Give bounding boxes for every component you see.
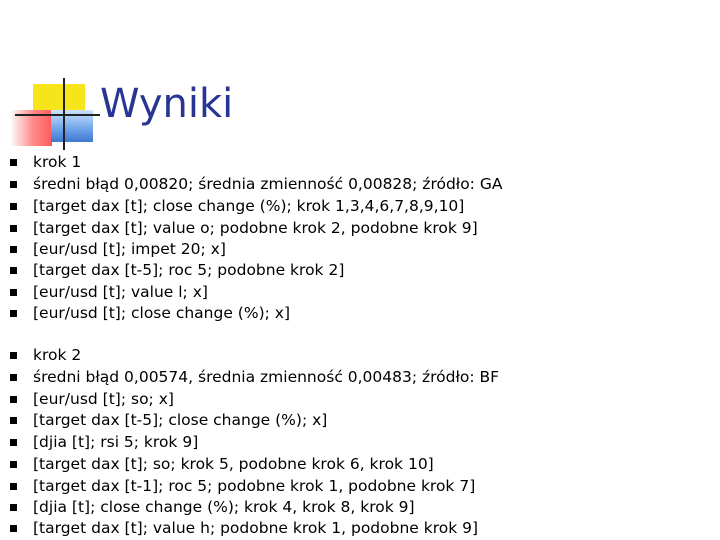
bullet-icon (10, 483, 17, 490)
list-item-text: [target dax [t-1]; roc 5; podobne krok 1, podobne krok 7] (33, 477, 476, 495)
bullet-icon (10, 396, 17, 403)
list-item-text: [target dax [t-5]; roc 5; podobne krok 2] (33, 261, 345, 279)
bullet-icon (10, 352, 17, 359)
bullet-icon (10, 246, 17, 253)
bullet-icon (10, 289, 17, 296)
list-item-text: [eur/usd [t]; close change (%); x] (33, 304, 290, 322)
list-item (0, 409, 720, 431)
bullet-icon (10, 181, 17, 188)
list-item (0, 259, 720, 281)
list-item (0, 217, 720, 239)
list-item-text: [target dax [t-5]; close change (%); x] (33, 411, 328, 429)
list-item (0, 344, 720, 366)
list-item-text: [djia [t]; rsi 5; krok 9] (33, 433, 199, 451)
list-item (0, 366, 720, 388)
list-item (0, 281, 720, 303)
list-item-text: [target dax [t]; value h; podobne krok 1, podobne krok 9] (33, 519, 479, 537)
bullet-icon (10, 504, 17, 511)
list-item-text: [eur/usd [t]; impet 20; x] (33, 240, 226, 258)
list-item (0, 388, 720, 410)
bullet-icon (10, 439, 17, 446)
list-item (0, 431, 720, 453)
bullet-icon (10, 225, 17, 232)
list-item-text: [djia [t]; close change (%); krok 4, krok 8, krok 9] (33, 498, 415, 516)
list-item (0, 302, 720, 324)
list-item-text: [target dax [t]; value o; podobne krok 2, podobne krok 9] (33, 219, 478, 237)
list-item-text: [eur/usd [t]; value l; x] (33, 283, 208, 301)
list-item-text: [eur/usd [t]; so; x] (33, 390, 174, 408)
list-item-text: średni błąd 0,00574, średnia zmienność 0,00483; źródło: BF (33, 368, 500, 386)
list-item (0, 517, 720, 539)
slide-title: Wyniki (100, 81, 234, 127)
list-item (0, 475, 720, 497)
list-item-text: [target dax [t]; close change (%); krok 1,3,4,6,7,8,9,10] (33, 197, 465, 215)
list-item-text: [target dax [t]; so; krok 5, podobne krok 6, krok 10] (33, 455, 434, 473)
bullet-icon (10, 461, 17, 468)
bullet-icon (10, 374, 17, 381)
bullet-icon (10, 267, 17, 274)
list-item (0, 151, 720, 173)
list-item-text: krok 1 (33, 153, 82, 171)
bullet-icon (10, 525, 17, 532)
list-item (0, 238, 720, 260)
list-item (0, 195, 720, 217)
bullet-icon (10, 203, 17, 210)
list-item (0, 453, 720, 475)
list-item (0, 173, 720, 195)
list-item (0, 496, 720, 518)
bullet-icon (10, 159, 17, 166)
list-item-text: krok 2 (33, 346, 82, 364)
list-item-text: średni błąd 0,00820; średnia zmienność 0,00828; źródło: GA (33, 175, 503, 193)
bullet-icon (10, 310, 17, 317)
bullet-icon (10, 417, 17, 424)
